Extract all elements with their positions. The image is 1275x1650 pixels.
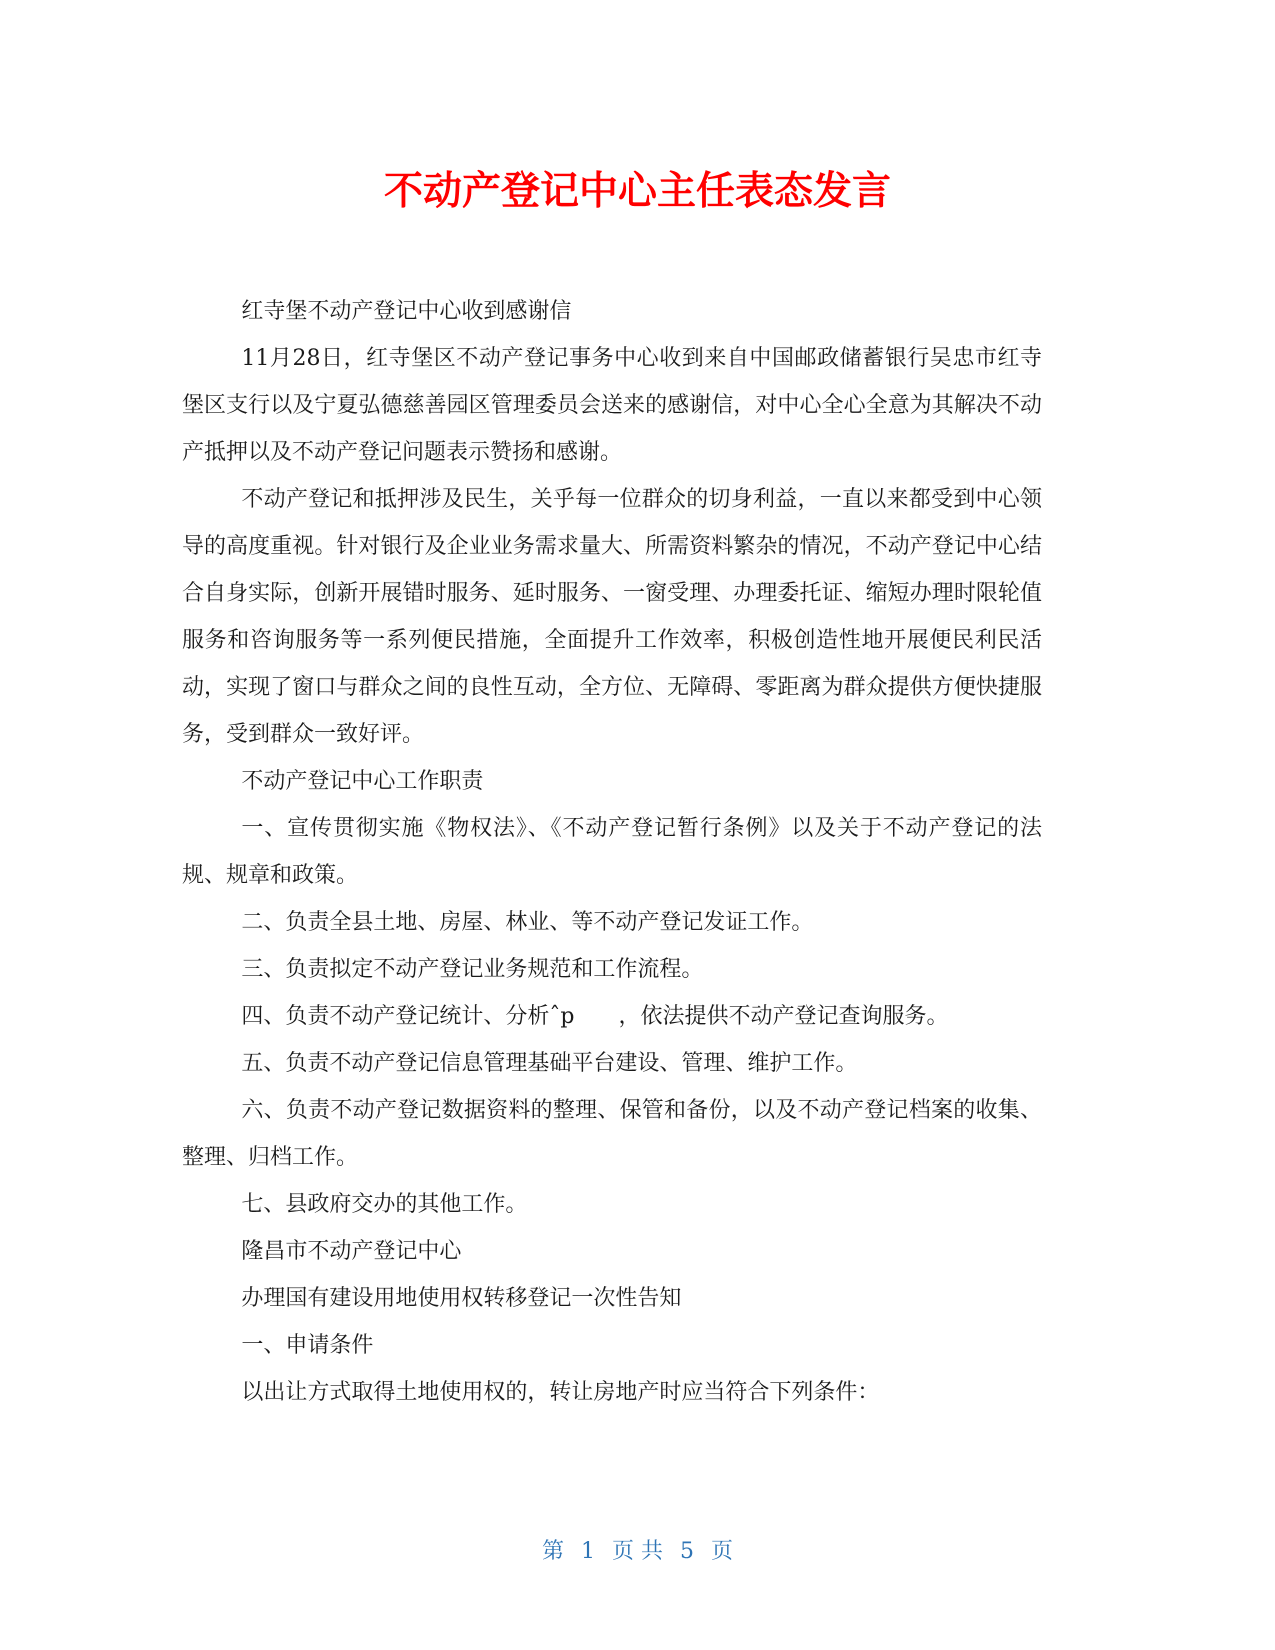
paragraph: 一、宣传贯彻实施《物权法》、《不动产登记暂行条例》以及关于不动产登记的法规、规章和政策。 — [182, 816, 1042, 888]
footer-prefix: 第 — [541, 1539, 564, 1564]
footer-middle: 页 共 — [612, 1539, 663, 1564]
paragraph: 隆昌市不动产登记中心 — [241, 1239, 462, 1264]
paragraph: 办理国有建设用地使用权转移登记一次性告知 — [241, 1286, 682, 1311]
paragraph: 红寺堡不动产登记中心收到感谢信 — [241, 299, 572, 324]
paragraph: 不动产登记中心工作职责 — [241, 769, 484, 794]
footer-total-pages: 5 — [680, 1539, 694, 1564]
paragraph: 二、负责全县土地、房屋、林业、等不动产登记发证工作。 — [241, 910, 814, 935]
paragraph: 三、负责拟定不动产登记业务规范和工作流程。 — [241, 957, 704, 982]
footer-page-number: 1 — [581, 1539, 595, 1564]
paragraph: 以出让方式取得土地使用权的，转让房地产时应当符合下列条件： — [241, 1380, 880, 1405]
document-body — [182, 288, 1042, 1416]
paragraph: 11月28日，红寺堡区不动产登记事务中心收到来自中国邮政储蓄银行吴忠市红寺堡区支行以及宁夏弘德慈善园区管理委员会送来的感谢信，对中心全心全意为其解决不动产抵押以及不动产登记问题表示赞扬和感谢。 — [182, 346, 1042, 465]
paragraph: 七、县政府交办的其他工作。 — [241, 1192, 528, 1217]
paragraph: 不动产登记和抵押涉及民生，关乎每一位群众的切身利益，一直以来都受到中心领导的高度重视。针对银行及企业业务需求量大、所需资料繁杂的情况，不动产登记中心结合自身实际，创新开展错时服务、延时服务、一窗受理、办理委托证、缩短办理时限轮值服务和咨询服务等一系列便民措施，全面提升工作效率，积极创造性地开展便民利民活动，实现了窗口与群众之间的良性互动，全方位、无障碍、零距离为群众提供方便快捷服务，受到群众一致好评。 — [182, 487, 1042, 747]
paragraph: 一、申请条件 — [241, 1333, 374, 1358]
document-title: 不动产登记中心主任表态发言 — [383, 169, 891, 214]
paragraph: 四、负责不动产登记统计、分析ˆp ，依法提供不动产登记查询服务。 — [241, 1004, 949, 1029]
paragraph: 六、负责不动产登记数据资料的整理、保管和备份，以及不动产登记档案的收集、整理、归档工作。 — [182, 1098, 1042, 1170]
paragraph: 五、负责不动产登记信息管理基础平台建设、管理、维护工作。 — [241, 1051, 858, 1076]
page-footer — [0, 1534, 1275, 1565]
footer-suffix: 页 — [711, 1539, 734, 1564]
